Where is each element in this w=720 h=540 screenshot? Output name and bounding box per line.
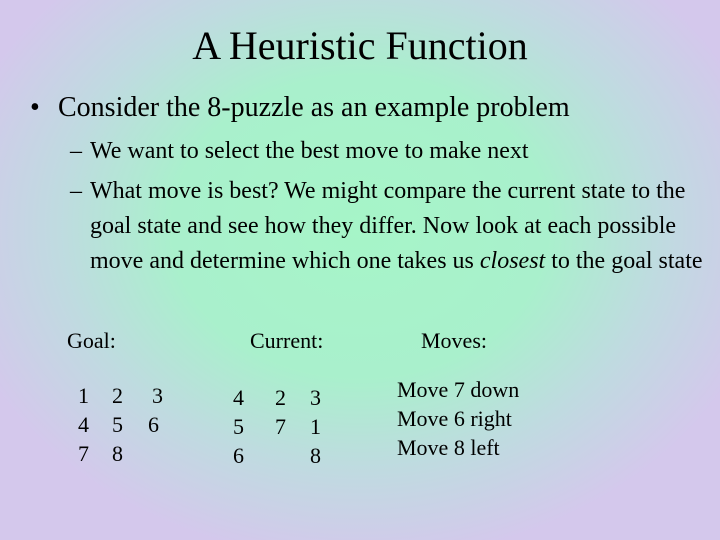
puzzle-tile: 6	[148, 412, 159, 437]
sub-bullet-text: We want to select the best move to make next	[90, 138, 529, 164]
bullet-point	[30, 90, 710, 126]
bullet-marker: •	[30, 92, 40, 123]
bullet-text: Consider the 8-puzzle as an example problem	[58, 92, 570, 123]
current-label: Current:	[250, 328, 324, 353]
move-item: Move 6 right	[397, 406, 512, 431]
puzzle-tile: 1	[78, 383, 89, 408]
puzzle-tile: 8	[310, 443, 321, 468]
puzzle-tile: 5	[112, 412, 123, 437]
puzzle-tile: 4	[78, 412, 89, 437]
puzzle-tile: 7	[275, 414, 286, 439]
moves-list	[397, 375, 519, 462]
emphasis-word: closest	[479, 248, 546, 274]
sub-bullet-marker: –	[70, 138, 82, 164]
puzzle-tile: 2	[275, 385, 286, 410]
puzzle-tile: 2	[112, 383, 123, 408]
sub-bullet-marker: –	[70, 178, 82, 204]
puzzle-tile: 4	[233, 385, 244, 410]
sub-bullet-1	[70, 134, 710, 169]
puzzle-tile: 8	[112, 441, 123, 466]
sub-bullet-2	[70, 174, 710, 279]
puzzle-tile: 3	[310, 385, 321, 410]
puzzle-tile: 7	[78, 441, 89, 466]
move-item: Move 8 left	[397, 435, 500, 460]
puzzle-tile: 6	[233, 443, 244, 468]
puzzle-tile: 3	[152, 383, 163, 408]
moves-label: Moves:	[421, 328, 487, 353]
current-puzzle-grid	[233, 383, 333, 473]
move-item: Move 7 down	[397, 377, 520, 402]
goal-puzzle-grid	[78, 381, 178, 471]
puzzle-tile: 1	[310, 414, 321, 439]
slide-title: A Heuristic Function	[192, 23, 528, 68]
goal-label: Goal:	[67, 328, 116, 353]
puzzle-tile: 5	[233, 414, 244, 439]
sub-bullet-text: What move is best? We might compare the current state to the goal state and see how they differ. Now look at each possible move and determine which one takes us closest to the goal state	[90, 178, 703, 274]
